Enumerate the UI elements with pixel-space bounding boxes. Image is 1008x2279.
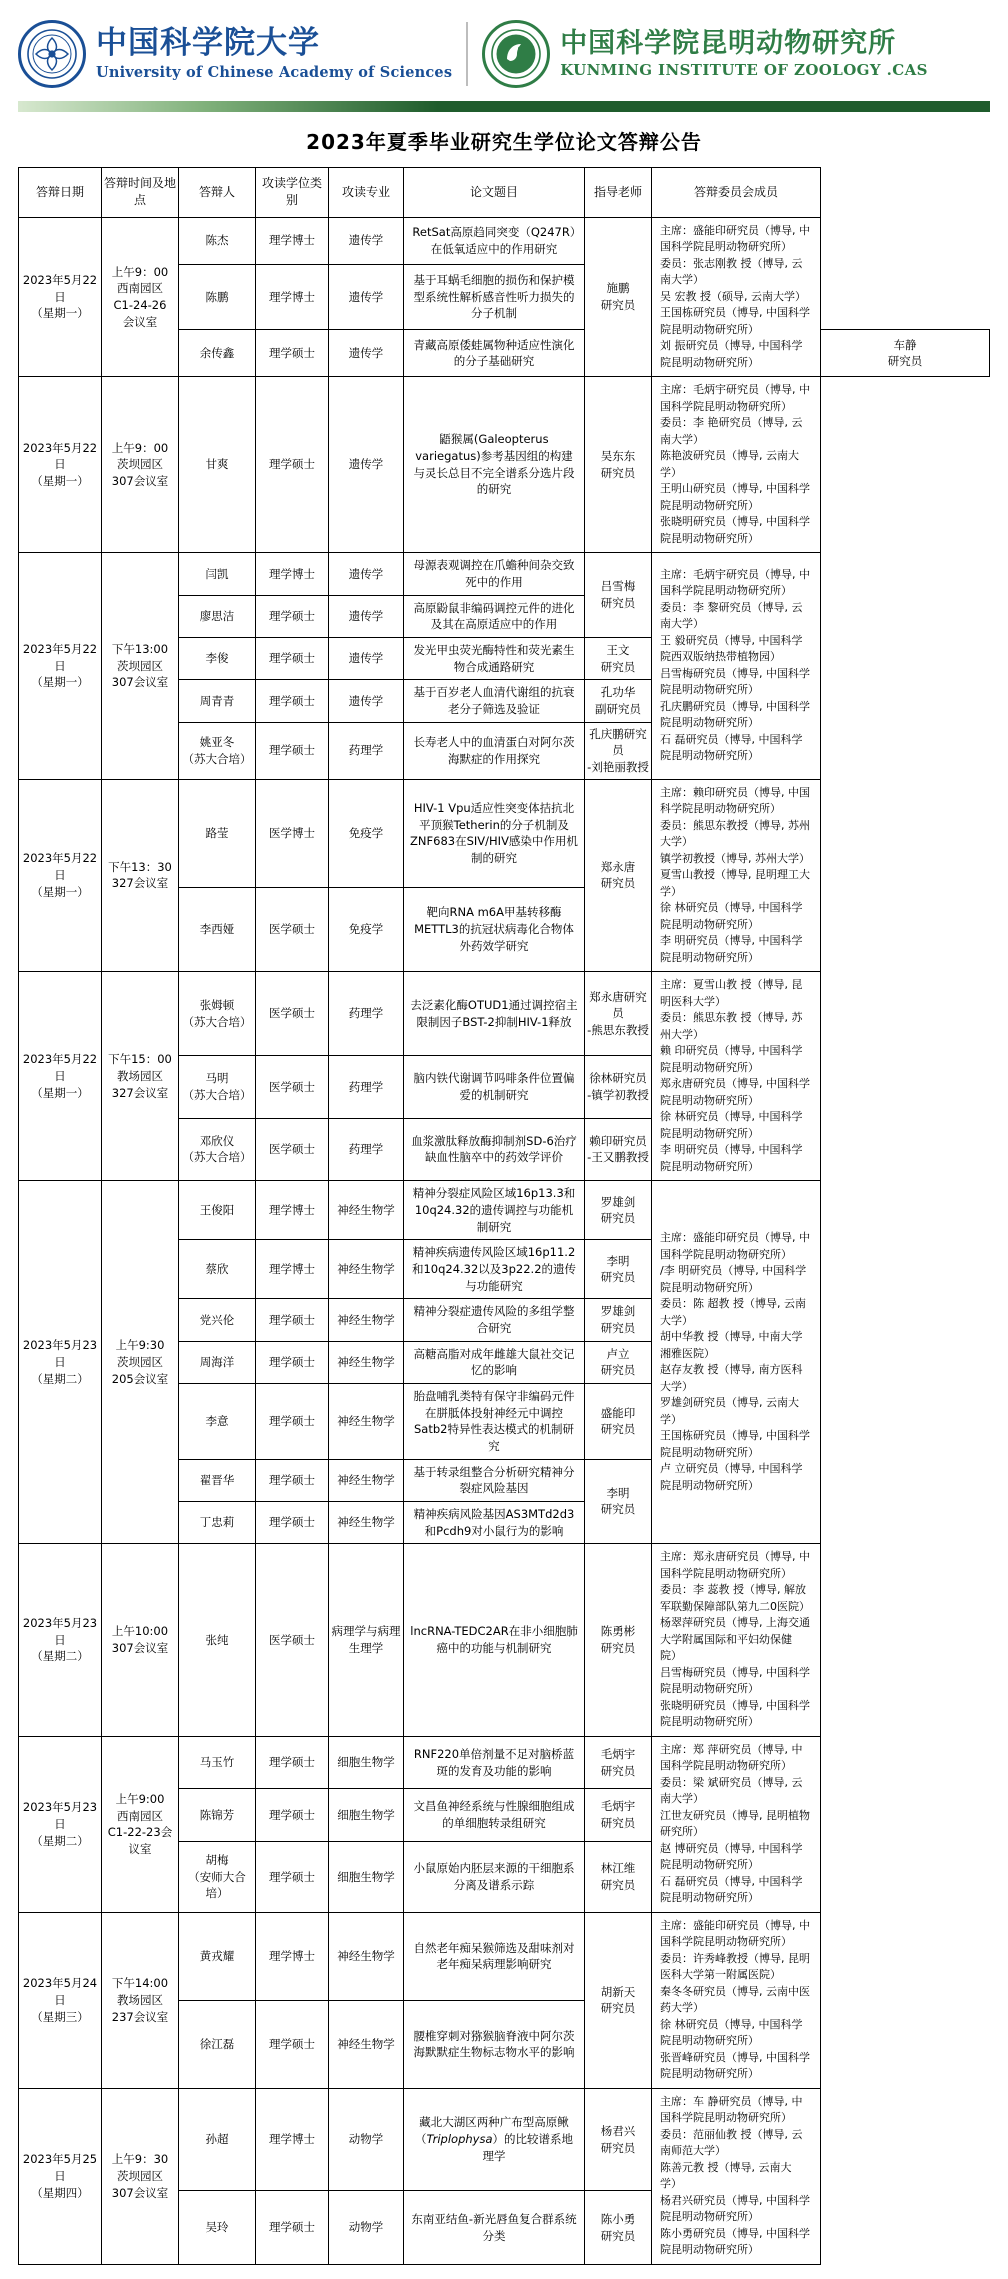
cell-time-place: 上午9：00 茨坝园区 307会议室 <box>102 377 179 553</box>
cell-degree-type: 理学硕士 <box>256 1789 329 1842</box>
cell-major: 药理学 <box>329 1056 404 1118</box>
cell-major: 神经生物学 <box>329 1501 404 1543</box>
cell-thesis-title: 藏北大湖区两种广布型高原鳅（Triplophysa）的比较谱系地理学 <box>404 2088 585 2190</box>
cell-thesis-title: 东南亚结鱼-新光唇鱼复合群系统分类 <box>404 2191 585 2265</box>
cell-advisor: 吕雪梅 研究员 <box>585 553 652 638</box>
cell-degree-type: 理学硕士 <box>256 1383 329 1459</box>
cell-defender: 姚亚冬 （苏大合培） <box>179 722 256 779</box>
cell-advisor: 孔庆鹏研究员 -刘艳丽教授 <box>585 722 652 779</box>
cell-advisor: 杨君兴 研究员 <box>585 2088 652 2190</box>
cell-advisor: 徐林研究员 -镇学初教授 <box>585 1056 652 1118</box>
cell-thesis-title: 靶向RNA m6A甲基转移酶METTL3的抗冠状病毒化合物体外药效学研究 <box>404 887 585 971</box>
logo-row <box>18 8 990 100</box>
cell-thesis-title: HIV-1 Vpu适应性突变体拮抗北平顶猴Tetherin的分子机制及ZNF683在SIV/HIV感染中作用机制的研究 <box>404 779 585 887</box>
cell-defender: 邓欣仪 （苏大合培） <box>179 1118 256 1180</box>
letterhead-rule <box>18 101 990 112</box>
cell-thesis-title: 去泛素化酶OTUD1通过调控宿主限制因子BST-2抑制HIV-1释放 <box>404 972 585 1056</box>
cell-degree-type: 医学硕士 <box>256 972 329 1056</box>
cell-degree-type: 理学硕士 <box>256 680 329 722</box>
cell-thesis-title: 基于百岁老人血清代谢组的抗衰老分子筛选及验证 <box>404 680 585 722</box>
kiz-name-cn: 中国科学院昆明动物研究所 <box>560 27 897 59</box>
cell-defender: 陈锦芳 <box>179 1789 256 1842</box>
cell-degree-type: 理学硕士 <box>256 1341 329 1383</box>
cell-advisor: 胡新天 研究员 <box>585 1912 652 2088</box>
cell-advisor: 郑永唐 研究员 <box>585 779 652 972</box>
cell-defender: 蔡欣 <box>179 1240 256 1299</box>
cell-major: 遗传学 <box>329 217 404 264</box>
cell-advisor: 陈小勇 研究员 <box>585 2191 652 2265</box>
cell-advisor: 李明 研究员 <box>585 1459 652 1544</box>
cell-degree-type: 理学博士 <box>256 217 329 264</box>
cell-major: 神经生物学 <box>329 1299 404 1341</box>
table-row <box>19 1912 990 2000</box>
cell-major: 神经生物学 <box>329 1912 404 2000</box>
cell-defender: 李西娅 <box>179 887 256 971</box>
cell-degree-type: 理学博士 <box>256 1240 329 1299</box>
cell-major: 遗传学 <box>329 595 404 637</box>
cell-committee: 主席：郑 萍研究员（博导, 中国科学院昆明动物研究所） 委员：梁 斌研究员（博导, 云南大学） 江世友研究员（博导, 昆明植物研究所） 赵 博研究员（博导, 中国科学院昆明动物研究所） 石 磊研究员（博导, 中国科学院昆明动物研究所） <box>652 1736 821 1912</box>
cell-thesis-title: 青藏高原倭蛙属物种适应性演化的分子基础研究 <box>404 330 585 377</box>
cell-defender: 翟晋华 <box>179 1459 256 1501</box>
cell-defender: 孙超 <box>179 2088 256 2190</box>
cell-committee: 主席：车 静研究员（博导, 中国科学院昆明动物研究所） 委员：范丽仙教 授（博导, 云南师范大学） 陈善元教 授（博导, 云南大学） 杨君兴研究员（博导, 中国科学院昆明动物研究所） 陈小勇研究员（博导, 中国科学院昆明动物研究所） <box>652 2088 821 2264</box>
cell-date: 2023年5月23日 （星期二） <box>19 1544 102 1737</box>
cell-major: 遗传学 <box>329 377 404 553</box>
cell-date: 2023年5月22日 （星期一） <box>19 779 102 972</box>
cell-committee: 主席：盛能印研究员（博导, 中国科学院昆明动物研究所） /李 明研究员（博导, 中国科学院昆明动物研究所） 委员：陈 超教 授（博导, 云南大学） 胡中华教 授（博导, 中南大学湘雅医院） 赵存友教 授（博导, 南方医科大学） 罗雄剑研究员（博导, 云南大学） 王国栋研究员（博导, 中国科学院昆明动物研究所） 卢 立研究员（博导, 中国科学院昆明动物研究所） <box>652 1181 821 1544</box>
cell-degree-type: 理学博士 <box>256 2088 329 2190</box>
cell-date: 2023年5月23日 （星期二） <box>19 1736 102 1912</box>
cell-defender: 黄戎耀 <box>179 1912 256 2000</box>
cell-thesis-title: 高原鼢鼠非编码调控元件的进化及其在高原适应中的作用 <box>404 595 585 637</box>
cell-thesis-title: RetSat高原趋同突变（Q247R）在低氧适应中的作用研究 <box>404 217 585 264</box>
cell-degree-type: 理学博士 <box>256 1181 329 1240</box>
cell-defender: 王俊阳 <box>179 1181 256 1240</box>
cell-thesis-title: 腰椎穿刺对猕猴脑脊液中阿尔茨海默默症生物标志物水平的影响 <box>404 2000 585 2088</box>
cell-advisor: 毛炳宇 研究员 <box>585 1789 652 1842</box>
cell-committee: 主席：夏雪山教 授（博导, 昆明医科大学） 委员：熊思东教 授（博导, 苏州大学） 赖 印研究员（博导, 中国科学院昆明动物研究所） 郑永唐研究员（博导, 中国科学院昆明动物研究所） 徐 林研究员（博导, 中国科学院昆明动物研究所） 李 明研究员（博导, 中国科学院昆明动物研究所） <box>652 972 821 1181</box>
cell-advisor: 吴东东 研究员 <box>585 377 652 553</box>
cell-defender: 张姆顿 （苏大合培） <box>179 972 256 1056</box>
cell-thesis-title: 高糖高脂对成年雌雄大鼠社交记忆的影响 <box>404 1341 585 1383</box>
cell-date: 2023年5月23日 （星期二） <box>19 1181 102 1544</box>
cell-major: 细胞生物学 <box>329 1841 404 1912</box>
cell-advisor: 盛能印 研究员 <box>585 1383 652 1459</box>
cell-advisor: 王文 研究员 <box>585 637 652 679</box>
table-row <box>19 1736 990 1789</box>
cell-time-place: 下午15：00 教场园区 327会议室 <box>102 972 179 1181</box>
cell-defender: 周青青 <box>179 680 256 722</box>
cell-advisor: 卢立 研究员 <box>585 1341 652 1383</box>
cell-thesis-title: 胎盘哺乳类特有保守非编码元件在胼胝体投射神经元中调控Satb2特异性表达模式的机制研究 <box>404 1383 585 1459</box>
cell-advisor: 陈勇彬 研究员 <box>585 1544 652 1737</box>
cell-advisor: 车静 研究员 <box>821 330 990 377</box>
ucas-seal-icon <box>18 20 86 88</box>
cell-thesis-title: 精神疾病风险基因AS3MTd2d3和Pcdh9对小鼠行为的影响 <box>404 1501 585 1543</box>
cell-advisor: 郑永唐研究员 -熊思东教授 <box>585 972 652 1056</box>
cell-thesis-title: 小鼠原始内胚层来源的干细胞系分离及谱系示踪 <box>404 1841 585 1912</box>
kiz-name-en: KUNMING INSTITUTE OF ZOOLOGY .CAS <box>560 61 928 80</box>
kiz-seal-icon <box>482 20 550 88</box>
page-title: 2023年夏季毕业研究生学位论文答辩公告 <box>306 130 702 154</box>
cell-major: 神经生物学 <box>329 1383 404 1459</box>
cell-time-place: 上午9:00 西南园区 C1-22-23会议室 <box>102 1736 179 1912</box>
cell-defender: 吴玲 <box>179 2191 256 2265</box>
cell-major: 遗传学 <box>329 680 404 722</box>
table-row <box>19 1181 990 1240</box>
cell-defender: 马明 （苏大合培） <box>179 1056 256 1118</box>
logo-divider <box>466 22 468 86</box>
cell-date: 2023年5月22日 （星期一） <box>19 972 102 1181</box>
cell-defender: 路莹 <box>179 779 256 887</box>
cell-time-place: 下午13:00 茨坝园区 307会议室 <box>102 553 179 779</box>
cell-time-place: 下午13：30 327会议室 <box>102 779 179 972</box>
cell-time-place: 上午9:30 茨坝园区 205会议室 <box>102 1181 179 1544</box>
cell-degree-type: 理学硕士 <box>256 1299 329 1341</box>
cell-date: 2023年5月22日 （星期一） <box>19 377 102 553</box>
col-degree-type: 攻读学位类别 <box>256 168 329 218</box>
cell-degree-type: 理学硕士 <box>256 2191 329 2265</box>
cell-degree-type: 理学硕士 <box>256 1459 329 1501</box>
cell-thesis-title: 鼯猴属(Galeopterus variegatus)参考基因组的构建与灵长总目不完全谱系分选片段的研究 <box>404 377 585 553</box>
cell-thesis-title: 母源表观调控在爪蟾种间杂交致死中的作用 <box>404 553 585 595</box>
ucas-name-en: University of Chinese Academy of Sciences <box>96 63 453 81</box>
cell-degree-type: 理学硕士 <box>256 1501 329 1543</box>
cell-thesis-title: 精神疾病遗传风险区域16p11.2和10q24.32以及3p22.2的遗传与功能研究 <box>404 1240 585 1299</box>
cell-thesis-title: 精神分裂症风险区域16p13.3和10q24.32的遗传调控与功能机制研究 <box>404 1181 585 1240</box>
cell-degree-type: 理学博士 <box>256 1912 329 2000</box>
cell-defender: 张纯 <box>179 1544 256 1737</box>
cell-defender: 胡梅 （安师大合培） <box>179 1841 256 1912</box>
cell-thesis-title: 长寿老人中的血清蛋白对阿尔茨海默症的作用探究 <box>404 722 585 779</box>
cell-degree-type: 理学硕士 <box>256 595 329 637</box>
cell-major: 药理学 <box>329 1118 404 1180</box>
cell-degree-type: 理学硕士 <box>256 722 329 779</box>
cell-major: 遗传学 <box>329 264 404 330</box>
cell-thesis-title: 基于转录组整合分析研究精神分裂症风险基因 <box>404 1459 585 1501</box>
cell-degree-type: 医学硕士 <box>256 1118 329 1180</box>
cell-advisor: 毛炳宇 研究员 <box>585 1736 652 1789</box>
cell-defender: 陈鹏 <box>179 264 256 330</box>
cell-time-place: 上午9：30 茨坝园区 307会议室 <box>102 2088 179 2264</box>
cell-date: 2023年5月24日 （星期三） <box>19 1912 102 2088</box>
col-thesis-title: 论文题目 <box>404 168 585 218</box>
cell-degree-type: 理学硕士 <box>256 330 329 377</box>
cell-defender: 周海洋 <box>179 1341 256 1383</box>
col-major: 攻读专业 <box>329 168 404 218</box>
announcement-page <box>0 8 1008 2265</box>
cell-major: 神经生物学 <box>329 1459 404 1501</box>
cell-major: 免疫学 <box>329 887 404 971</box>
cell-advisor: 赖印研究员 -王又鹏教授 <box>585 1118 652 1180</box>
cell-major: 免疫学 <box>329 779 404 887</box>
cell-advisor: 孔功华 副研究员 <box>585 680 652 722</box>
cell-major: 神经生物学 <box>329 1341 404 1383</box>
cell-date: 2023年5月22日 （星期一） <box>19 217 102 377</box>
cell-major: 遗传学 <box>329 637 404 679</box>
cell-advisor: 施鹏 研究员 <box>585 217 652 377</box>
letterhead <box>18 8 990 112</box>
ucas-name-block <box>96 27 452 80</box>
cell-thesis-title: 脑内铁代谢调节吗啡条件位置偏爱的机制研究 <box>404 1056 585 1118</box>
cell-thesis-title: RNF220单倍剂量不足对脑桥蓝斑的发育及功能的影响 <box>404 1736 585 1789</box>
cell-defender: 李俊 <box>179 637 256 679</box>
kiz-logo-block <box>482 20 928 88</box>
cell-degree-type: 理学硕士 <box>256 377 329 553</box>
cell-degree-type: 理学硕士 <box>256 1736 329 1789</box>
table-row <box>19 779 990 887</box>
cell-degree-type: 医学硕士 <box>256 887 329 971</box>
cell-thesis-title: 精神分裂症遗传风险的多组学整合研究 <box>404 1299 585 1341</box>
cell-defender: 廖思洁 <box>179 595 256 637</box>
cell-major: 动物学 <box>329 2088 404 2190</box>
cell-defender: 徐江磊 <box>179 2000 256 2088</box>
table-row <box>19 553 990 595</box>
cell-major: 神经生物学 <box>329 2000 404 2088</box>
cell-committee: 主席：毛炳宇研究员（博导, 中国科学院昆明动物研究所） 委员：李 黎研究员（博导, 云南大学） 王 毅研究员（博导, 中国科学院西双版纳热带植物园） 吕雪梅研究员（博导, 中国科学院昆明动物研究所） 孔庆鹏研究员（博导, 中国科学院昆明动物研究所） 石 磊研究员（博导, 中国科学院昆明动物研究所） <box>652 553 821 779</box>
cell-defender: 甘爽 <box>179 377 256 553</box>
cell-committee: 主席：郑永唐研究员（博导, 中国科学院昆明动物研究所） 委员：李 蕊教 授（博导, 解放军联勤保障部队第九二0医院） 杨翠萍研究员（博导, 上海交通大学附属国际和平妇幼保健院） 吕雪梅研究员（博导, 中国科学院昆明动物研究所） 张晓明研究员（博导, 中国科学院昆明动物研究所） <box>652 1544 821 1737</box>
cell-time-place: 上午10:00 307会议室 <box>102 1544 179 1737</box>
table-header-row <box>19 168 990 218</box>
cell-major: 遗传学 <box>329 330 404 377</box>
table-row <box>19 1544 990 1737</box>
cell-committee: 主席：盛能印研究员（博导, 中国科学院昆明动物研究所） 委员：许秀峰教授（博导, 昆明医科大学第一附属医院） 秦冬冬研究员（博导, 云南中医药大学） 徐 林研究员（博导, 中国科学院昆明动物研究所） 张晋峰研究员（博导, 中国科学院昆明动物研究所） <box>652 1912 821 2088</box>
cell-time-place: 下午14:00 教场园区 237会议室 <box>102 1912 179 2088</box>
cell-major: 遗传学 <box>329 553 404 595</box>
cell-degree-type: 理学博士 <box>256 264 329 330</box>
species-name: Triplophysa <box>426 2132 493 2147</box>
cell-date: 2023年5月22日 （星期一） <box>19 553 102 779</box>
cell-committee: 主席：赖印研究员（博导, 中国科学院昆明动物研究所） 委员：熊思东教授（博导, 苏州大学） 镇学初教授（博导, 苏州大学） 夏雪山教授（博导, 昆明理工大学） 徐 林研究员（博导, 中国科学院昆明动物研究所） 李 明研究员（博导, 中国科学院昆明动物研究所） <box>652 779 821 972</box>
cell-defender: 李意 <box>179 1383 256 1459</box>
table-row <box>19 217 990 264</box>
cell-defender: 余传鑫 <box>179 330 256 377</box>
cell-defender: 党兴伦 <box>179 1299 256 1341</box>
cell-defender: 马玉竹 <box>179 1736 256 1789</box>
cell-defender: 陈杰 <box>179 217 256 264</box>
cell-date: 2023年5月25日 （星期四） <box>19 2088 102 2264</box>
cell-advisor: 李明 研究员 <box>585 1240 652 1299</box>
cell-major: 细胞生物学 <box>329 1789 404 1842</box>
cell-degree-type: 理学硕士 <box>256 2000 329 2088</box>
col-time-place: 答辩时间及地点 <box>102 168 179 218</box>
table-row <box>19 2088 990 2190</box>
table-row <box>19 972 990 1056</box>
table-body <box>19 217 990 2264</box>
cell-committee: 主席：盛能印研究员（博导, 中国科学院昆明动物研究所） 委员：张志刚教 授（博导, 云南大学） 吴 宏教 授（硕导, 云南大学） 王国栋研究员（博导, 中国科学院昆明动物研究所） 刘 振研究员（博导, 中国科学院昆明动物研究所） <box>652 217 821 377</box>
kiz-name-block <box>560 29 928 80</box>
cell-time-place: 上午9：00 西南园区 C1-24-26 会议室 <box>102 217 179 377</box>
cell-committee: 主席：毛炳宇研究员（博导, 中国科学院昆明动物研究所） 委员：李 艳研究员（博导, 云南大学） 陈艳波研究员（博导, 云南大学） 王明山研究员（博导, 中国科学院昆明动物研究所） 张晓明研究员（博导, 中国科学院昆明动物研究所） <box>652 377 821 553</box>
col-advisor: 指导老师 <box>585 168 652 218</box>
cell-major: 细胞生物学 <box>329 1736 404 1789</box>
defense-schedule-table <box>18 167 990 2265</box>
cell-advisor: 罗雄剑 研究员 <box>585 1181 652 1240</box>
ucas-name-cn: 中国科学院大学 <box>96 25 320 62</box>
cell-major: 病理学与病理生理学 <box>329 1544 404 1737</box>
cell-defender: 闫凯 <box>179 553 256 595</box>
cell-advisor: 罗雄剑 研究员 <box>585 1299 652 1341</box>
table-row <box>19 377 990 553</box>
cell-major: 药理学 <box>329 722 404 779</box>
col-committee: 答辩委员会成员 <box>652 168 821 218</box>
cell-degree-type: 理学硕士 <box>256 637 329 679</box>
cell-degree-type: 理学博士 <box>256 553 329 595</box>
cell-thesis-title: 发光甲虫荧光酶特性和荧光素生物合成通路研究 <box>404 637 585 679</box>
col-date: 答辩日期 <box>19 168 102 218</box>
cell-major: 药理学 <box>329 972 404 1056</box>
cell-thesis-title: 基于耳蜗毛细胞的损伤和保护模型系统性解析感音性听力损失的分子机制 <box>404 264 585 330</box>
ucas-logo-block <box>18 20 452 88</box>
cell-major: 神经生物学 <box>329 1181 404 1240</box>
cell-advisor: 林江维 研究员 <box>585 1841 652 1912</box>
cell-thesis-title: lncRNA-TEDC2AR在非小细胞肺癌中的功能与机制研究 <box>404 1544 585 1737</box>
cell-degree-type: 医学博士 <box>256 779 329 887</box>
cell-thesis-title: 自然老年痴呆猴筛选及甜味剂对老年痴呆病理影响研究 <box>404 1912 585 2000</box>
cell-defender: 丁忠莉 <box>179 1501 256 1543</box>
cell-degree-type: 理学硕士 <box>256 1841 329 1912</box>
cell-degree-type: 医学硕士 <box>256 1056 329 1118</box>
cell-thesis-title: 血浆激肽释放酶抑制剂SD-6治疗缺血性脑卒中的药效学评价 <box>404 1118 585 1180</box>
col-defender: 答辩人 <box>179 168 256 218</box>
cell-major: 神经生物学 <box>329 1240 404 1299</box>
cell-major: 动物学 <box>329 2191 404 2265</box>
cell-thesis-title: 文昌鱼神经系统与性腺细胞组成的单细胞转录组研究 <box>404 1789 585 1842</box>
cell-degree-type: 医学硕士 <box>256 1544 329 1737</box>
